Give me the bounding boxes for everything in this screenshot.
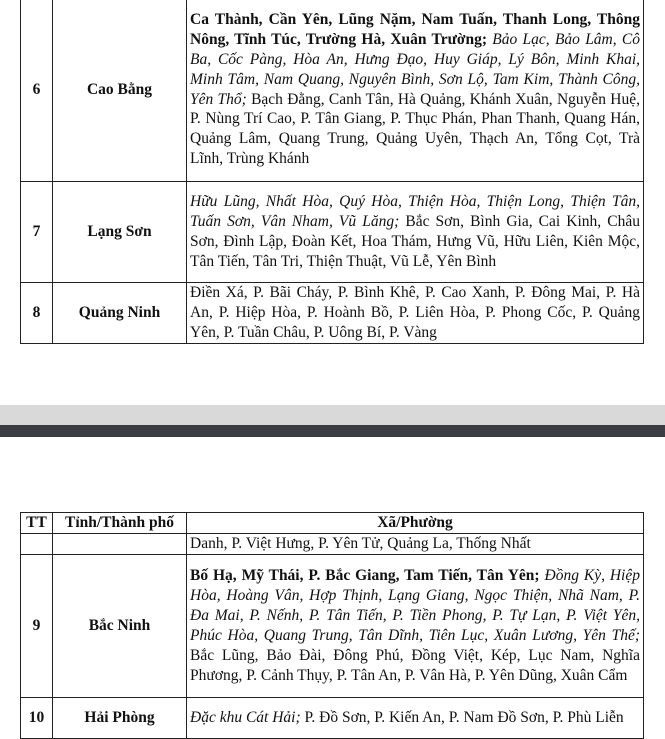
commune-list-plain: Bắc Lũng, Bảo Đài, Đông Phú, Đồng Việt, Kép, Lục Nam, Nghĩa Phương, P. Cảnh Thụy, P. Tân An, P. Vân Hà, P. Yên Dũng, Xuân Cẩm (190, 646, 640, 684)
commune-list (187, 182, 644, 283)
header-province: Tỉnh/Thành phố (53, 513, 187, 534)
commune-table-page-1 (20, 0, 644, 344)
document-page-2 (0, 437, 665, 738)
commune-list-plain: Điền Xá, P. Bãi Cháy, P. Bình Khê, P. Cao Xanh, P. Đông Mai, P. Hà An, P. Hiệp Hòa, P. Hoành Bồ, P. Liên Hòa, P. Phong Cốc, P. Quảng Yên, P. Tuần Châu, P. Uông Bí, P. Vàng (190, 284, 640, 341)
table-row (21, 533, 644, 554)
commune-list-continuation: Danh, P. Việt Hưng, P. Yên Tử, Quảng La, Thống Nhất (187, 533, 644, 554)
page-separator (0, 405, 665, 437)
commune-list-bold: Ca Thành, Cần Yên, Lũng Nặm, Nam Tuấn, Thanh Long, Thông Nông, Tĩnh Túc, Trường Hà, Xuân Trường; (190, 10, 640, 48)
header-tt: TT (21, 513, 53, 534)
province-name: Hải Phòng (53, 697, 187, 738)
province-name: Bắc Ninh (53, 554, 187, 697)
commune-list-plain: P. Đồ Sơn, P. Kiến An, P. Nam Đồ Sơn, P. Phù Liễn (300, 708, 624, 726)
table-row (21, 697, 644, 738)
commune-list (187, 697, 644, 738)
row-number: 10 (21, 697, 53, 738)
table-row (21, 0, 644, 182)
row-number: 6 (21, 0, 53, 182)
table-row (21, 182, 644, 283)
row-number: 7 (21, 182, 53, 283)
commune-list (187, 554, 644, 697)
table-row (21, 554, 644, 697)
province-name (53, 533, 187, 554)
table-header-row (21, 513, 644, 534)
row-number: 9 (21, 554, 53, 697)
province-name: Quảng Ninh (53, 283, 187, 344)
commune-list-plain: Bắc Sơn, Bình Gia, Cai Kinh, Châu Sơn, Đình Lập, Đoàn Kết, Hoa Thám, Hưng Vũ, Hữu Liên, Kiên Mộc, Tân Tiến, Tân Tri, Thiện Thuật, Vũ Lễ, Yên Bình (190, 213, 640, 270)
row-number (21, 533, 53, 554)
commune-list-italic: Đặc khu Cát Hải; (190, 708, 301, 726)
commune-table-page-2 (20, 512, 644, 739)
header-commune-list: Xã/Phường (187, 513, 644, 534)
commune-list-italic: Đồng Kỳ, Hiệp Hòa, Hoàng Vân, Hợp Thịnh, Lạng Giang, Ngọc Thiện, Nhã Nam, P. Đa Mai, P. Nếnh, P. Tân Tiến, P. Tiền Phong, P. Tự Lạn, P. Việt Yên, Phúc Hòa, Quang Trung, Tân Dĩnh, Tiên Lục, Xuân Lương, Yên Thế; (190, 567, 640, 644)
province-name: Cao Bằng (53, 0, 187, 182)
commune-list-italic: Bảo Lạc, Bảo Lâm, Cô Ba, Cốc Pàng, Hòa An, Hưng Đạo, Huy Giáp, Lý Bôn, Minh Khai, Minh Tâm, Nam Quang, Nguyên Bình, Sơn Lộ, Tam Kim, Thành Công, Yên Thổ; (190, 30, 640, 108)
province-name: Lạng Sơn (53, 182, 187, 283)
table-row (21, 283, 644, 344)
row-number: 8 (21, 283, 53, 344)
commune-list-plain: Bạch Đằng, Canh Tân, Hà Quảng, Khánh Xuân, Nguyễn Huệ, P. Nùng Trí Cao, P. Tân Giang, P. Thục Phán, Phan Thanh, Quang Hán, Quảng Lâm, Quang Trung, Quảng Uyên, Thạch An, Tổng Cọt, Trà Lĩnh, Trùng Khánh (190, 90, 640, 168)
commune-list-bold: Bố Hạ, Mỹ Thái, P. Bắc Giang, Tam Tiến, Tân Yên; (190, 567, 540, 585)
commune-list (187, 283, 644, 344)
commune-list (187, 0, 644, 182)
commune-list-italic: Hữu Lũng, Nhất Hòa, Quý Hòa, Thiện Hòa, Thiện Long, Thiện Tân, Tuấn Sơn, Vân Nham, Vũ Lăng; (190, 193, 640, 231)
